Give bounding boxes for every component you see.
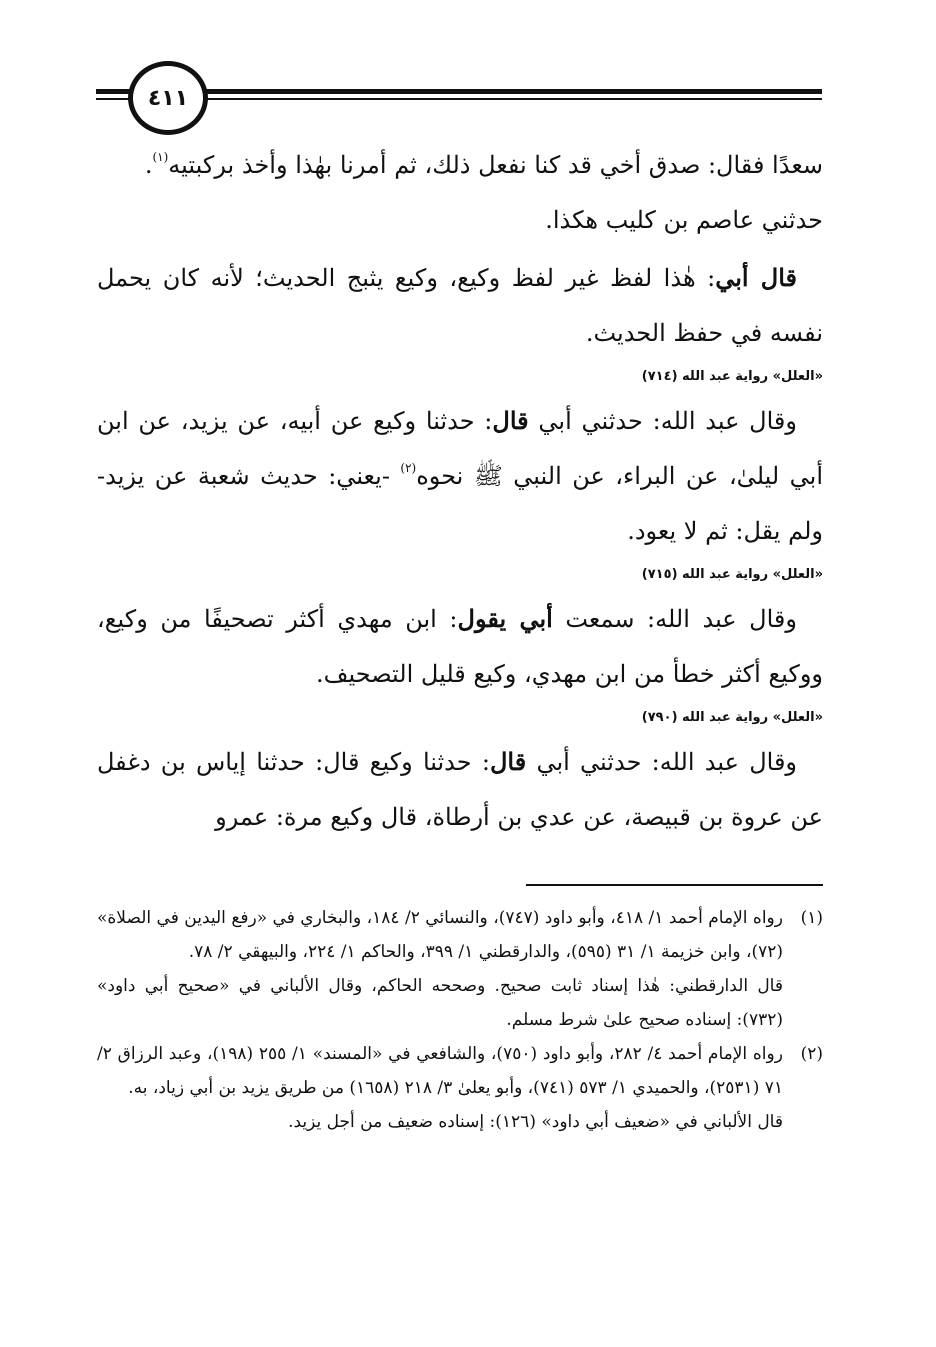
- footnote-text: رواه الإمام أحمد ١/ ٤١٨، وأبو داود (٧٤٧)، والنسائي ٢/ ١٨٤، والبخاري في «رفع اليدين في الصلاة» (٧٢)، وابن خزيمة ١/ ٣١ (٥٩٥)، والدارقطني ١/ ٣٩٩، والحاكم ١/ ٢٢٤، والبيهقي ٢/ ٧٨.: [97, 908, 783, 962]
- page-header: [0, 0, 936, 140]
- footnote-text: رواه الإمام أحمد ٤/ ٢٨٢، وأبو داود (٧٥٠)، والشافعي في «المسند» ١/ ٢٥٥ (١٩٨)، وعبد الرزاق ٢/ ٧١ (٢٥٣١)، والحميدي ١/ ٥٧٣ (٧٤١)، وأبو يعلىٰ ٣/ ٢١٨ (١٦٥٨) من طريق يزيد بن أبي زياد، به.: [97, 1044, 783, 1098]
- footnote-divider: [526, 884, 823, 886]
- footnote: [97, 1037, 823, 1139]
- paragraph: وقال عبد الله: حدثني أبي قال: حدثنا وكيع قال: حدثنا إياس بن دغفل عن عروة بن قبيصة، عن عدي بن أرطاة، قال وكيع مرة: عمرو: [97, 747, 823, 831]
- paragraph: وقال عبد الله: سمعت أبي يقول: ابن مهدي أكثر تصحيفًا من وكيع، ووكيع أكثر خطأ من ابن مهدي، وكيع قليل التصحيف.: [97, 604, 823, 688]
- main-text: [97, 138, 823, 845]
- paragraph: حدثني عاصم بن كليب هكذا.: [545, 206, 823, 234]
- footnote-ref[interactable]: (٢): [400, 461, 417, 475]
- source-citation: «العلل» رواية عبد الله (٧١٥): [641, 567, 823, 582]
- footnote-ref[interactable]: (١): [152, 150, 169, 164]
- paragraph: وقال عبد الله: حدثني أبي قال: حدثنا وكيع عن أبيه، عن يزيد، عن ابن أبي ليلىٰ، عن البراء، عن النبي ﷺ نحوه$^{(٢)}$ -يعني: حديث شعبة عن يزيد- ولم يقل: ثم لا يعود.: [97, 406, 824, 545]
- page-number: ٤١١: [128, 61, 208, 135]
- footnotes: [97, 901, 823, 1139]
- footnote-text: قال الدارقطني: هٰذا إسناد ثابت صحيح. وصححه الحاكم، وقال الألباني في «صحيح أبي داود» (٧٣٢): إسناده صحيح علىٰ شرط مسلم.: [97, 976, 783, 1030]
- footnote-text: قال الألباني في «ضعيف أبي داود» (١٢٦): إسناده ضعيف من أجل يزيد.: [288, 1112, 783, 1132]
- paragraph: سعدًا فقال: صدق أخي قد كنا نفعل ذلك، ثم أمرنا بهٰذا وأخذ بركبتيه$^{(١)}$.: [144, 150, 823, 179]
- paragraph: قال أبي: هٰذا لفظ غير لفظ وكيع، وكيع يثبج الحديث؛ لأنه كان يحمل نفسه في حفظ الحديث.: [97, 263, 823, 347]
- footnote: [97, 901, 823, 1037]
- footnote-number: (١): [800, 908, 823, 928]
- footnote-number: (٢): [800, 1044, 823, 1064]
- source-citation: «العلل» رواية عبد الله (٧١٤): [641, 369, 823, 384]
- source-citation: «العلل» رواية عبد الله (٧٩٠): [641, 710, 823, 725]
